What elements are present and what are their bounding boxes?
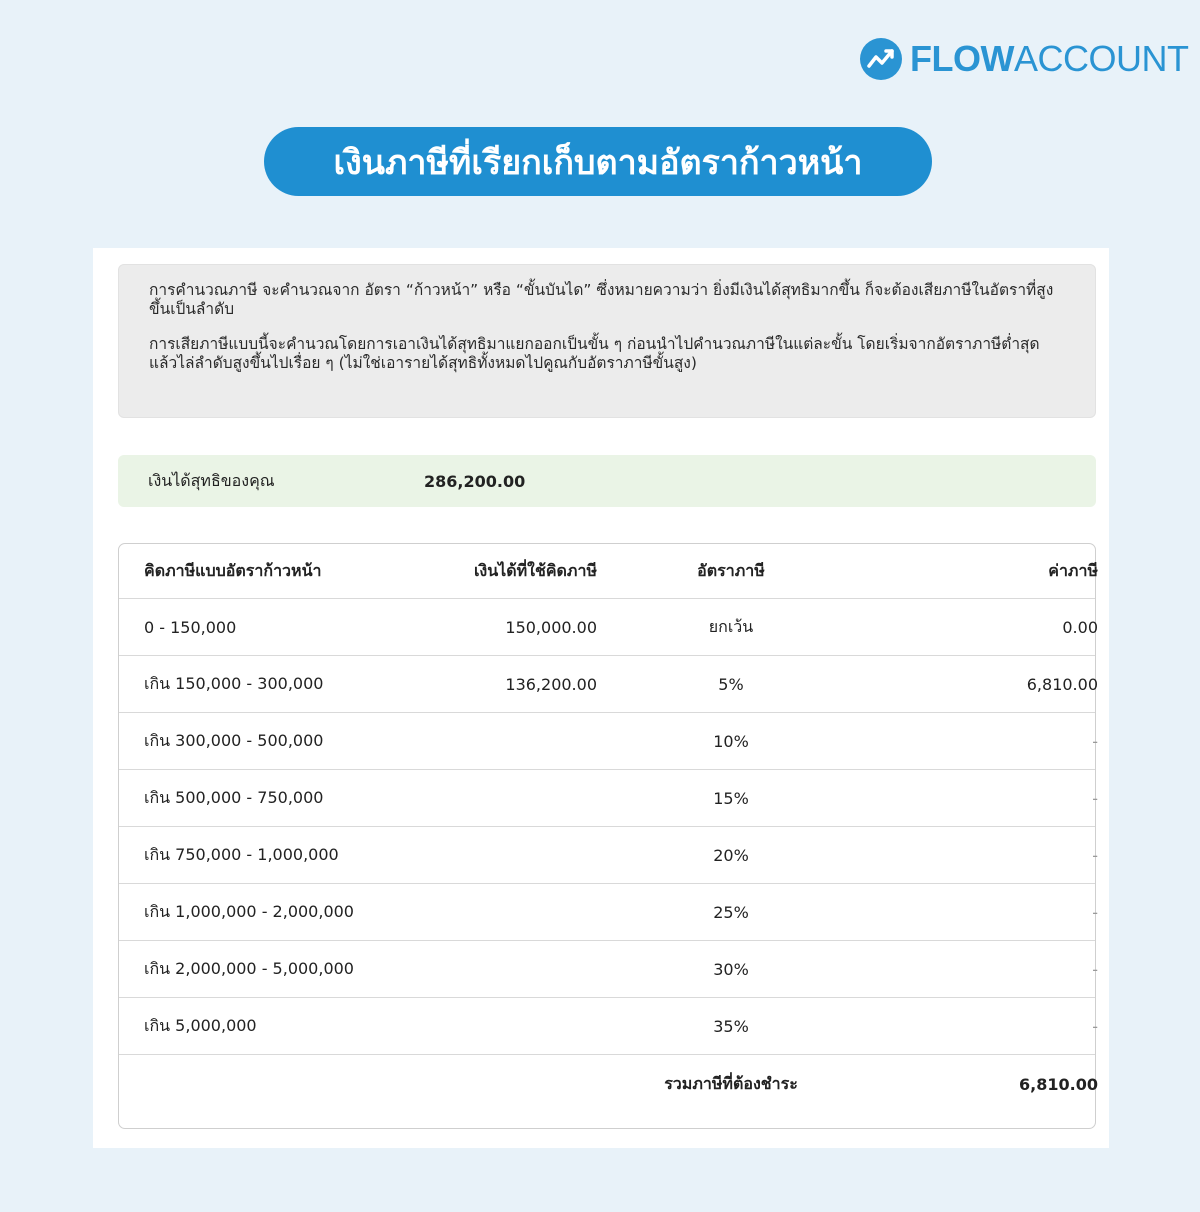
tax-amount: 6,810.00	[1026, 674, 1098, 694]
tax-amount: -	[1092, 1016, 1098, 1036]
brand-name-bold: FLOW	[910, 38, 1014, 79]
tax-rate: 10%	[713, 731, 749, 751]
tax-amount: -	[1092, 959, 1098, 979]
bracket-range: เกิน 300,000 - 500,000	[144, 730, 324, 750]
tax-rate: ยกเว้น	[708, 616, 754, 636]
tax-amount: -	[1092, 788, 1098, 808]
bracket-range: เกิน 150,000 - 300,000	[144, 673, 324, 693]
bracket-range: 0 - 150,000	[144, 617, 237, 637]
total-row	[119, 1055, 1098, 1113]
table-row	[119, 713, 1098, 770]
tax-rate: 20%	[713, 845, 749, 865]
header-tax-amount: ค่าภาษี	[1048, 560, 1098, 580]
net-income-box	[118, 455, 1096, 507]
chart-trend-icon	[860, 38, 902, 80]
net-income-value: 286,200.00	[424, 471, 526, 491]
explanation-box	[118, 264, 1096, 418]
brand-logo	[860, 38, 1188, 80]
brand-name	[910, 38, 1189, 79]
page-title: เงินภาษีที่เรียกเก็บตามอัตราก้าวหน้า	[264, 127, 932, 196]
table-row	[119, 656, 1098, 713]
total-label: รวมภาษีที่ต้องชำระ	[664, 1073, 798, 1093]
explanation-paragraph-1: การคำนวณภาษี จะคำนวณจาก อัตรา “ก้าวหน้า” หรือ “ขั้นบันได” ซึ่งหมายความว่า ยิ่งมีเงินได้สุทธิมากขึ้น ก็จะต้องเสียภาษีในอัตราที่สูงขึ้นเป็นลำดับ	[149, 281, 1054, 318]
bracket-range: เกิน 750,000 - 1,000,000	[144, 844, 339, 864]
progressive-tax-table	[118, 543, 1096, 1129]
tax-rate: 25%	[713, 902, 749, 922]
bracket-range: เกิน 2,000,000 - 5,000,000	[144, 958, 354, 978]
header-bracket: คิดภาษีแบบอัตราก้าวหน้า	[144, 560, 322, 580]
brand-name-light: ACCOUNT	[1013, 38, 1189, 79]
bracket-range: เกิน 1,000,000 - 2,000,000	[144, 901, 354, 921]
net-income-label: เงินได้สุทธิของคุณ	[148, 470, 275, 490]
tax-rate: 15%	[713, 788, 749, 808]
tax-rate: 5%	[718, 674, 744, 694]
tax-amount: -	[1092, 845, 1098, 865]
explanation-paragraph-2: การเสียภาษีแบบนี้จะคำนวณโดยการเอาเงินได้สุทธิมาแยกออกเป็นขั้น ๆ ก่อนนำไปคำนวณภาษีในแต่ละขั้น โดยเริ่มจากอัตราภาษีต่ำสุดแล้วไล่ลำดับสูงขึ้นไปเรื่อย ๆ (ไม่ใช่เอารายได้สุทธิทั้งหมดไปคูณกับอัตราภาษีขั้นสูง)	[149, 335, 1040, 372]
tax-amount: 0.00	[1062, 617, 1098, 637]
header-taxable-income: เงินได้ที่ใช้คิดภาษี	[473, 560, 597, 580]
bracket-range: เกิน 500,000 - 750,000	[144, 787, 324, 807]
taxable-income: 150,000.00	[505, 617, 597, 637]
tax-amount: -	[1092, 902, 1098, 922]
tax-rate: 30%	[713, 959, 749, 979]
bracket-range: เกิน 5,000,000	[144, 1015, 257, 1035]
header-tax-rate: อัตราภาษี	[697, 560, 765, 580]
tax-amount: -	[1092, 731, 1098, 751]
tax-rate: 35%	[713, 1016, 749, 1036]
table-header-row	[119, 544, 1098, 599]
taxable-income: 136,200.00	[505, 674, 597, 694]
table-row	[119, 599, 1098, 656]
tax-card	[93, 248, 1109, 1148]
table-row	[119, 941, 1098, 998]
table-row	[119, 884, 1098, 941]
total-value: 6,810.00	[1019, 1074, 1098, 1094]
table-row	[119, 770, 1098, 827]
table-row	[119, 998, 1098, 1055]
table-row	[119, 827, 1098, 884]
